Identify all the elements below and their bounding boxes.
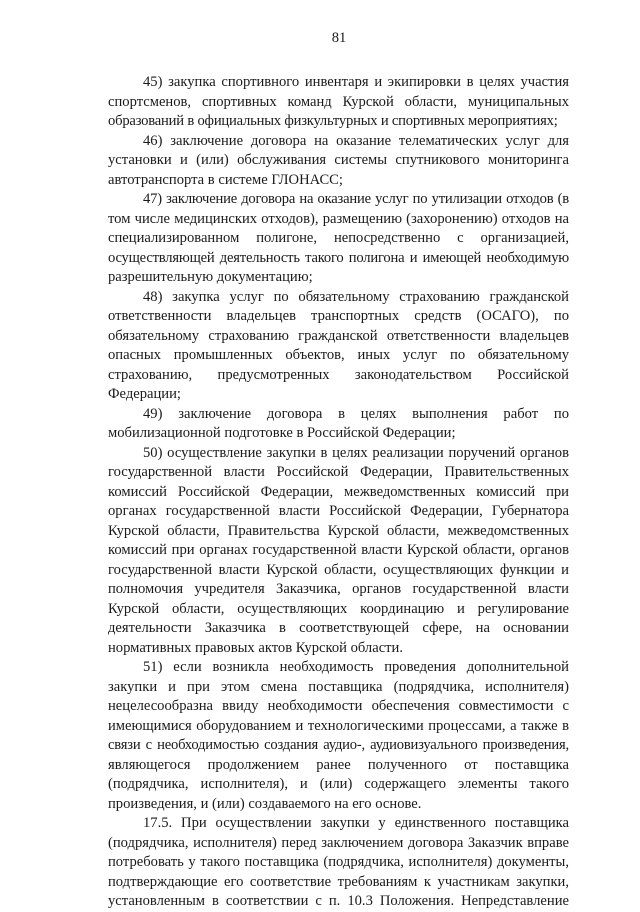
text-line: органах государственной власти Российской Федерации, Губернатора (108, 503, 569, 519)
text-line: 17.5. При осуществлении закупки у единственного поставщика (143, 815, 569, 831)
text-line: ответственности владельцев транспортных средств (ОСАГО), по (108, 308, 569, 324)
text-line: произведения, и (или) создаваемого на его основе. (108, 795, 422, 812)
text-line: 48) закупка услуг по обязательному страхованию гражданской (143, 288, 569, 305)
page-number: 81 (331, 30, 347, 46)
text-line: специализированном полигоне, непосредственно с организацией, (108, 230, 569, 246)
text-line: Курской области, Правительства Курской области, межведомственных (108, 522, 569, 539)
text-line: Курской области, осуществляющих координацию и регулирование (108, 600, 569, 617)
text-line: спортсменов, спортивных команд Курской области, муниципальных (108, 93, 569, 110)
text-line: связи с необходимостью создания аудио-, аудиовизуального произведения, (108, 737, 569, 753)
paragraph-item-46 (108, 132, 569, 191)
text-line: Федерации; (108, 386, 181, 402)
text-line: комиссий Российской Федерации, межведомственных комиссий при (108, 483, 569, 500)
text-line: (подрядчика, исполнителя), и (или) содержащего элементы такого (108, 776, 569, 792)
paragraph-clause-17-5 (108, 814, 569, 912)
text-line: комиссий при органах государственной власти Курской области, органов (108, 542, 569, 558)
text-line: мобилизационной подготовке в Российской Федерации; (108, 425, 456, 441)
text-line: деятельности Заказчика в соответствующей сфере, на основании (108, 620, 569, 636)
text-line: осуществляющей деятельность такого полигона и имеющей необходимую (108, 249, 569, 266)
text-line: подтверждающие его соответствие требованиям к участникам закупки, (108, 873, 569, 890)
text-line: полномочия учредителя Заказчика, органов государственной власти (108, 581, 569, 597)
paragraph-item-51 (108, 658, 569, 814)
text-line: опасных промышленных объектов, иных услуг по обязательному (108, 347, 569, 363)
text-line: 46) заключение договора на оказание телематических услуг для (143, 132, 569, 149)
text-line: нормативных правовых актов Курской области. (108, 639, 404, 656)
paragraph-item-48 (108, 288, 569, 405)
text-line: 47) заключение договора на оказание услуг по утилизации отходов (в (143, 191, 569, 207)
text-line: установки и (или) обслуживания системы спутникового мониторинга (108, 152, 569, 168)
paragraph-item-50 (108, 444, 569, 659)
text-line: государственной власти Российской Федерации, Правительственных (108, 464, 569, 480)
text-line: разрешительную документацию; (108, 269, 313, 285)
text-line: страхованию, предусмотренных законодательством Российской (108, 366, 569, 383)
document-body (108, 73, 569, 912)
text-line: закупки и при этом смена поставщика (подрядчика, исполнителя) (108, 678, 569, 695)
paragraph-item-45 (108, 73, 569, 132)
text-line: нецелесообразна ввиду необходимости обеспечения совместимости с (108, 698, 569, 714)
paragraph-item-47 (108, 190, 569, 288)
text-line: 51) если возникла необходимость проведения дополнительной (143, 659, 569, 675)
text-line: 45) закупка спортивного инвентаря и экипировки в целях участия (143, 74, 569, 90)
text-line: (подрядчика, исполнителя) перед заключением договора Заказчик вправе (108, 834, 569, 851)
text-line: установленным в соответствии с п. 10.3 Положения. Непредставление (108, 893, 569, 909)
text-line: имеющимися оборудованием и технологическими процессами, а также в (108, 717, 569, 734)
paragraph-item-49 (108, 405, 569, 444)
text-line: автотранспорта в системе ГЛОНАСС; (108, 171, 343, 188)
text-line: 49) заключение договора в целях выполнения работ по (143, 405, 569, 422)
text-line: государственной власти Курской области, осуществляющих функции и (108, 561, 569, 578)
text-line: том числе медицинских отходов), размещению (захоронению) отходов на (108, 210, 569, 227)
text-line: являющегося продолжением ранее полученного от поставщика (108, 756, 569, 773)
text-line: обязательному страхованию гражданской ответственности владельцев (108, 327, 569, 344)
text-line: образований в официальных физкультурных и спортивных мероприятиях; (108, 113, 558, 129)
text-line: потребовать у такого поставщика (подрядчика, исполнителя) документы, (108, 854, 569, 870)
text-line: 50) осуществление закупки в целях реализации поручений органов (143, 444, 569, 461)
